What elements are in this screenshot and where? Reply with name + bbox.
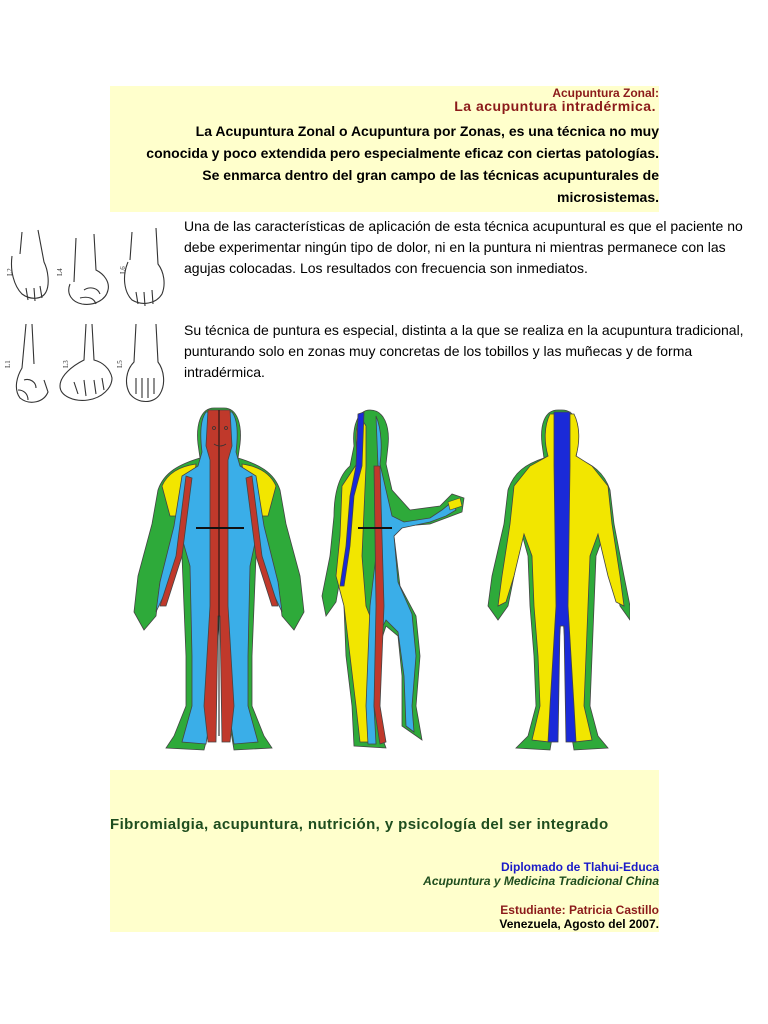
paragraph-2: Su técnica de puntura es especial, distinta a la que se realiza en la acupuntura tradicional, punturando solo en zonas muy concretas de los tobillos y las muñecas y de forma intradérmica. [184, 322, 744, 380]
header-box [110, 86, 659, 212]
hand-label: L4 [56, 268, 64, 276]
footer-program: Acupuntura y Medicina Tradicional China [423, 874, 659, 888]
footer-student: Estudiante: Patricia Castillo [500, 903, 659, 917]
header-subtitle: La acupuntura intradérmica. [454, 98, 656, 114]
body-zones-illustration [130, 406, 630, 758]
hand-diagram [11, 230, 48, 301]
hand-points-illustration [0, 216, 175, 411]
header-kicker: Acupuntura Zonal: [552, 86, 659, 100]
footer-place-date: Venezuela, Agosto del 2007. [499, 917, 659, 931]
header-intro: La Acupuntura Zonal o Acupuntura por Zonas, es una técnica no muy conocida y poco extendida pero especialmente eficaz con ciertas patologías. Se enmarca dentro del gran campo de las técnicas acupunturales de microsistemas. [146, 123, 659, 205]
hand-label: L3 [62, 360, 70, 368]
footer-diplomado: Diplomado de Tlahui-Educa [500, 860, 659, 874]
side-body-figure [322, 410, 464, 748]
hand-diagram [16, 324, 48, 402]
hand-diagram [125, 228, 165, 306]
hand-diagram [127, 324, 164, 402]
hand-label: L2 [6, 268, 14, 276]
hand-label: L5 [116, 360, 124, 368]
footer-title: Fibromialgia, acupuntura, nutrición, y psicología del ser integrado [110, 816, 609, 833]
hand-label: L6 [119, 266, 127, 274]
back-body-figure [488, 410, 630, 750]
paragraph-1: Una de las características de aplicación de esta técnica acupuntural es que el paciente no debe experimentar ningún tipo de dolor, ni en la puntura ni mientras permanece con las agujas colocadas. Los resultados con frecuencia son inmediatos. [184, 218, 743, 276]
hand-label: L1 [4, 360, 12, 368]
footer-box [110, 770, 659, 932]
hand-diagram [69, 234, 109, 304]
